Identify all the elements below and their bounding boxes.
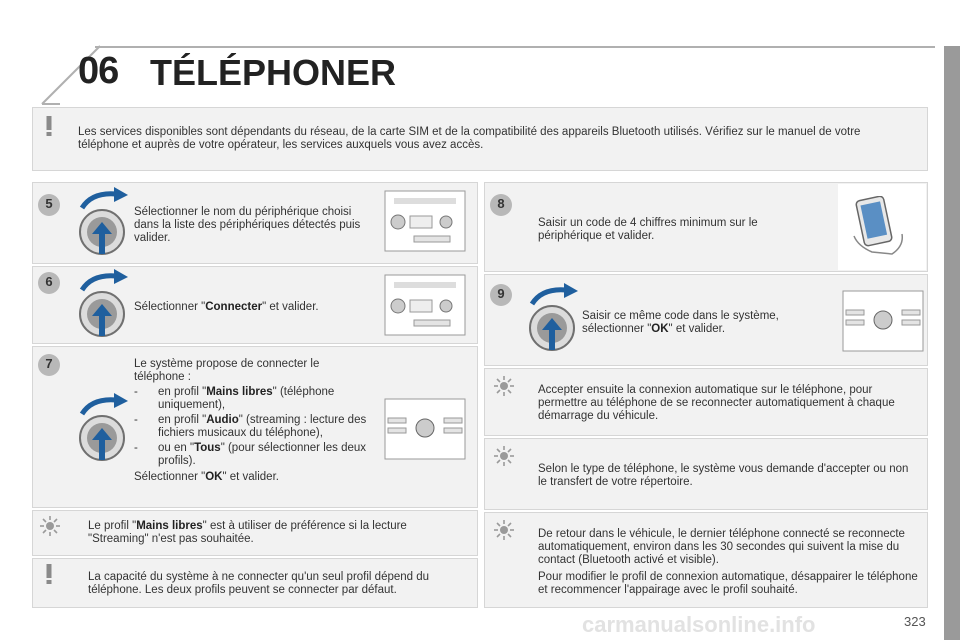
rotary-knob-icon xyxy=(72,392,134,466)
bulb-tip-icon xyxy=(38,514,62,538)
step-9-number: 9 xyxy=(497,286,505,301)
tip-return-text-2: Pour modifier le profil de connexion automatique, désappairer le téléphone et recommencer l'appairage avec le profil souhaité. xyxy=(538,571,918,596)
rotary-knob-icon xyxy=(522,282,584,356)
list-item: - en profil "Mains libres" (téléphone uniquement), xyxy=(134,386,370,412)
step-7-content xyxy=(134,358,370,484)
step-7-number: 7 xyxy=(45,356,53,371)
notice-top-text: Les services disponibles sont dépendants du réseau, de la carte SIM et de la compatibilité des appareils Bluetooth utilisés. Vérifiez sur le manuel de votre téléphone et auprès de votre opérateur, les services auxquels vous avez accès. xyxy=(78,126,861,151)
bulb-tip-icon xyxy=(492,518,516,542)
step-8-number: 8 xyxy=(497,196,505,211)
bulb-tip-icon xyxy=(492,374,516,398)
step-5-number: 5 xyxy=(45,196,53,211)
step-7-outro: Sélectionner "OK" et valider. xyxy=(134,471,279,483)
step-6-number: 6 xyxy=(45,274,53,289)
step-9-text: Saisir ce même code dans le système, sélectionner "OK" et valider. xyxy=(582,310,779,335)
car-radio-icon xyxy=(384,274,466,336)
tip-mains-libres-text: Le profil "Mains libres" est à utiliser de préférence si la lecture "Streaming" n'est pas souhaitée. xyxy=(88,520,407,545)
exclamation-icon xyxy=(38,114,60,138)
car-radio-icon xyxy=(384,398,466,460)
bulb-tip-icon xyxy=(492,444,516,468)
tip-directory-text: Selon le type de téléphone, le système vous demande d'accepter ou non le transfert de votre répertoire. xyxy=(538,463,909,488)
tip-return-text-1: De retour dans le véhicule, le dernier téléphone connecté se reconnecte automatiquement, environ dans les 30 secondes qui suivent la mise du contact (Bluetooth activé et visible). xyxy=(538,528,905,566)
page-number: 323 xyxy=(904,614,926,629)
list-item: - ou en "Tous" (pour sélectionner les deux profils). xyxy=(134,442,370,468)
chapter-number: 06 xyxy=(78,50,119,92)
step-6-text: Sélectionner "Connecter" et valider. xyxy=(134,301,319,313)
side-tab-bar xyxy=(944,46,960,640)
exclamation-icon xyxy=(38,562,60,586)
step-5-text: Sélectionner le nom du périphérique choisi dans la liste des périphériques détectés puis valider. xyxy=(134,206,361,244)
profile-options-list xyxy=(134,386,370,468)
rotary-knob-icon xyxy=(72,268,134,342)
car-radio-icon xyxy=(384,190,466,252)
rotary-knob-icon xyxy=(72,186,134,260)
watermark: carmanualsonline.info xyxy=(582,612,816,637)
notice-single-profile-text: La capacité du système à ne connecter qu'un seul profil dépend du téléphone. Les deux profils peuvent se connecter par défaut. xyxy=(88,571,430,596)
smartphone-hand-icon xyxy=(852,196,912,256)
step-8-text: Saisir un code de 4 chiffres minimum sur le périphérique et valider. xyxy=(538,217,758,242)
header-rule xyxy=(95,46,935,48)
car-radio-icon xyxy=(842,290,924,352)
tip-auto-connect-text: Accepter ensuite la connexion automatique sur le téléphone, pour permettre au téléphone de se reconnecter automatiquement à chaque démarrage du véhicule. xyxy=(538,384,895,422)
step-7-intro: Le système propose de connecter le téléphone : xyxy=(134,358,320,383)
list-item: - en profil "Audio" (streaming : lecture des fichiers musicaux du téléphone), xyxy=(134,414,370,440)
page-title: TÉLÉPHONER xyxy=(150,52,397,93)
